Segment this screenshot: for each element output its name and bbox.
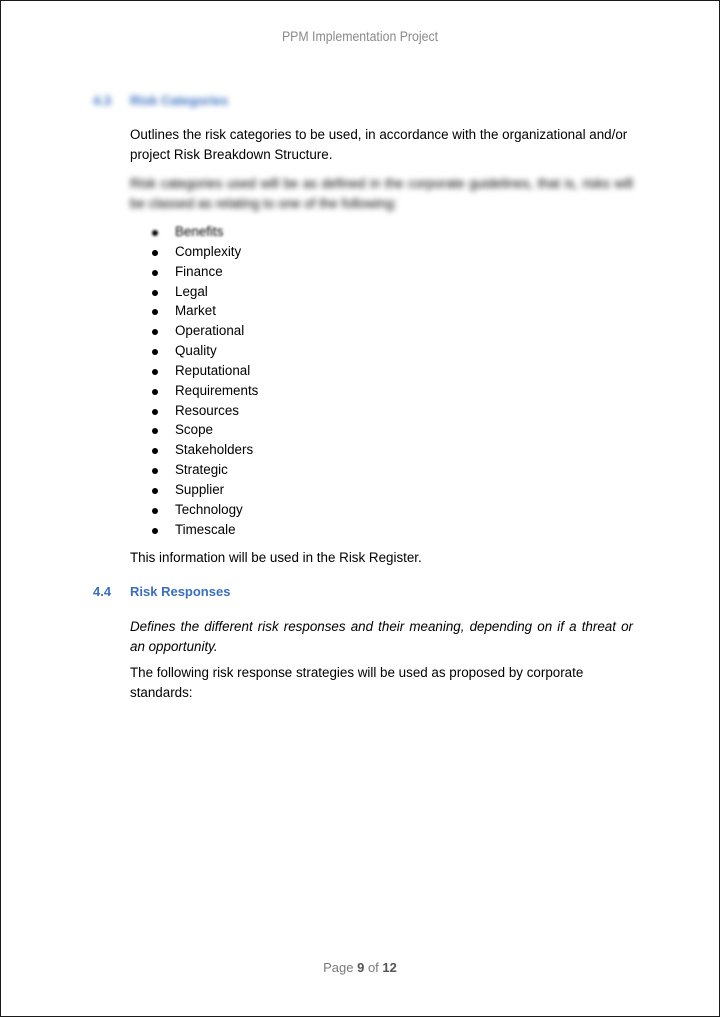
section-4-3-blurred-paragraph: Risk categories used will be as defined in the corporate guidelines, that is, risks will be classed as relating to one of the following: [130,176,633,211]
list-item [151,381,258,401]
list-item [151,440,258,460]
list-item-label: Technology [175,501,243,517]
list-item-label: Market [175,303,216,319]
page-footer [1,960,719,975]
section-title: Risk Categories [130,93,229,108]
list-item [151,420,258,440]
list-item [151,401,258,421]
bullet-icon [152,309,158,315]
bullet-icon [152,230,158,236]
list-item-label: Resources [175,402,240,418]
list-item-label: Requirements [175,382,259,398]
bullet-icon [152,448,158,454]
list-item-label: Benefits [175,224,224,239]
list-item [151,242,258,262]
list-item [151,500,258,520]
bullet-icon [152,488,158,494]
section-4-4-text: The following risk response strategies will be used as proposed by corporate standards: [130,665,584,700]
list-item-label: Scope [175,422,213,438]
section-4-4-heading [93,584,230,599]
bullet-icon [152,369,158,375]
bullet-icon [152,250,158,256]
list-item [151,222,258,242]
bullet-icon [152,428,158,434]
list-item [151,341,258,361]
list-item-label: Quality [175,343,217,359]
list-item [151,282,258,302]
bullet-icon [152,508,158,514]
section-4-3-closing: This information will be used in the Risk Register. [130,550,422,565]
bullet-icon [152,329,158,335]
list-item-label: Complexity [175,243,242,259]
list-item-label: Timescale [175,521,236,537]
bullet-icon [152,409,158,415]
list-item [151,361,258,381]
page-word: Page [323,960,354,975]
section-number: 4.4 [93,584,112,599]
list-item-label: Reputational [175,362,251,378]
risk-categories-list [151,222,258,540]
bullet-icon [152,290,158,296]
list-item [151,321,258,341]
section-4-3-heading [93,93,228,108]
section-number: 4.3 [93,93,112,108]
list-item-label: Supplier [175,481,225,497]
page-header-title: PPM Implementation Project [281,28,439,44]
list-item-label: Finance [175,263,223,279]
list-item [151,301,258,321]
list-item-label: Legal [175,283,208,299]
bullet-icon [152,468,158,474]
section-4-4-intro: Defines the different risk responses and their meaning, depending on if a threat or an opportunity. [130,619,633,654]
section-4-3-intro: Outlines the risk categories to be used, in accordance with the organizational and/or project Risk Breakdown Structure. [130,127,628,162]
list-item [151,460,258,480]
bullet-icon [152,528,158,534]
page-total: 12 [382,960,397,975]
list-item-label: Strategic [175,462,228,478]
bullet-icon [152,349,158,355]
list-item [151,480,258,500]
of-word: of [367,960,379,975]
bullet-icon [152,270,158,276]
page-current: 9 [357,960,365,975]
list-item-label: Stakeholders [175,442,254,458]
section-title: Risk Responses [130,584,231,599]
bullet-icon [152,389,158,395]
list-item [151,520,258,540]
list-item [151,262,258,282]
list-item-label: Operational [175,323,245,339]
